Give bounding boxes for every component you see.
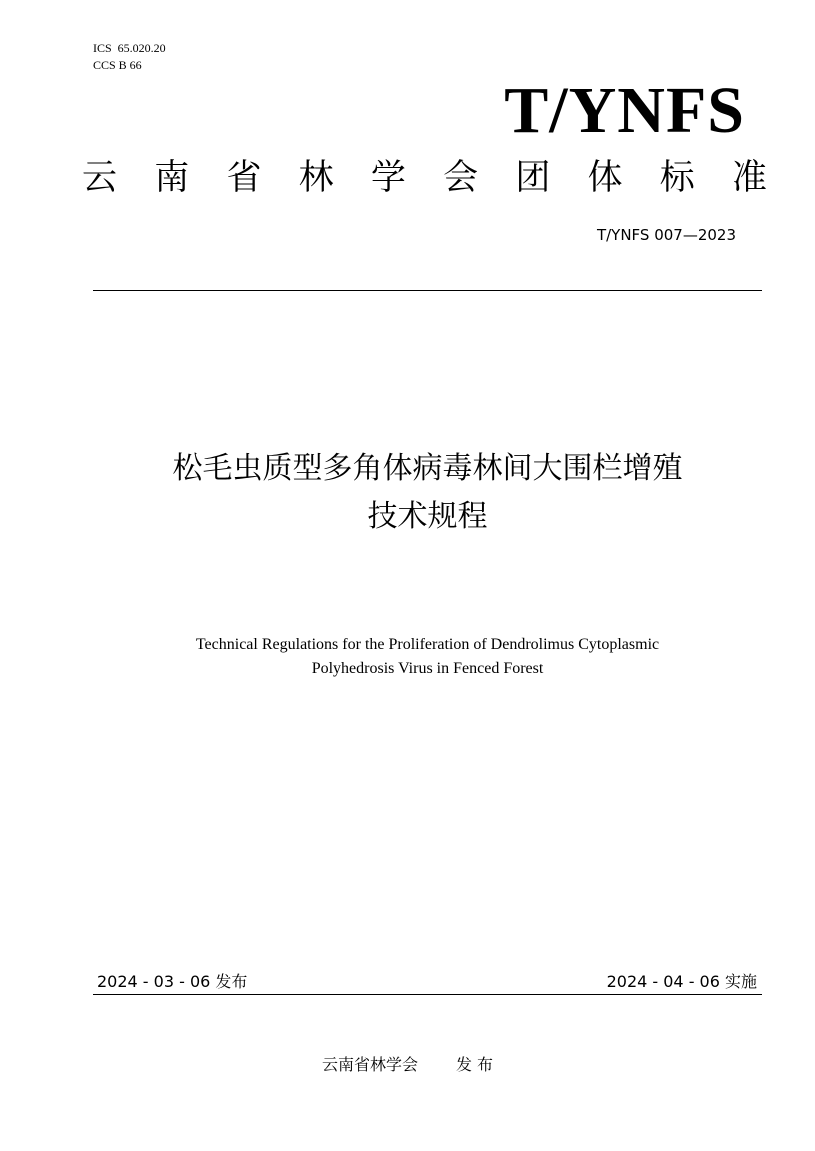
publisher-line: [0, 1054, 815, 1076]
org-char: 南: [154, 158, 190, 198]
org-char: 准: [731, 158, 767, 198]
ics-code: ICS 65.020.20: [93, 41, 166, 55]
org-char: 体: [587, 158, 623, 198]
top-divider: [93, 290, 762, 291]
publisher-action: 发 布: [455, 1055, 494, 1074]
implementation-date: 2024 - 04 - 06 实施: [606, 972, 757, 991]
org-char: 省: [226, 158, 262, 198]
org-char: 林: [298, 158, 334, 198]
org-char: 云: [82, 158, 118, 198]
org-char: 学: [370, 158, 406, 198]
standard-number: T/YNFS 007—2023: [596, 226, 736, 244]
organization-standard-name: [82, 156, 767, 200]
title-english-line-1: Technical Regulations for the Proliferation of Dendrolimus Cytoplasmic: [195, 636, 660, 653]
bottom-divider: [93, 994, 762, 995]
classification-codes: [93, 40, 166, 74]
title-english: [80, 633, 775, 681]
title-chinese-line-1: 松毛虫质型多角体病毒林间大围栏增殖: [172, 451, 683, 486]
publisher-name: 云南省林学会: [321, 1055, 418, 1074]
standard-brand: T/YNFS: [504, 74, 745, 147]
ccs-code: CCS B 66: [93, 58, 142, 72]
org-char: 标: [659, 158, 695, 198]
title-chinese-line-2: 技术规程: [367, 499, 488, 534]
org-char: 会: [443, 158, 479, 198]
org-char: 团: [515, 158, 551, 198]
issue-date: 2024 - 03 - 06 发布: [97, 972, 248, 991]
title-chinese: [60, 445, 795, 541]
title-english-line-2: Polyhedrosis Virus in Fenced Forest: [311, 660, 544, 677]
